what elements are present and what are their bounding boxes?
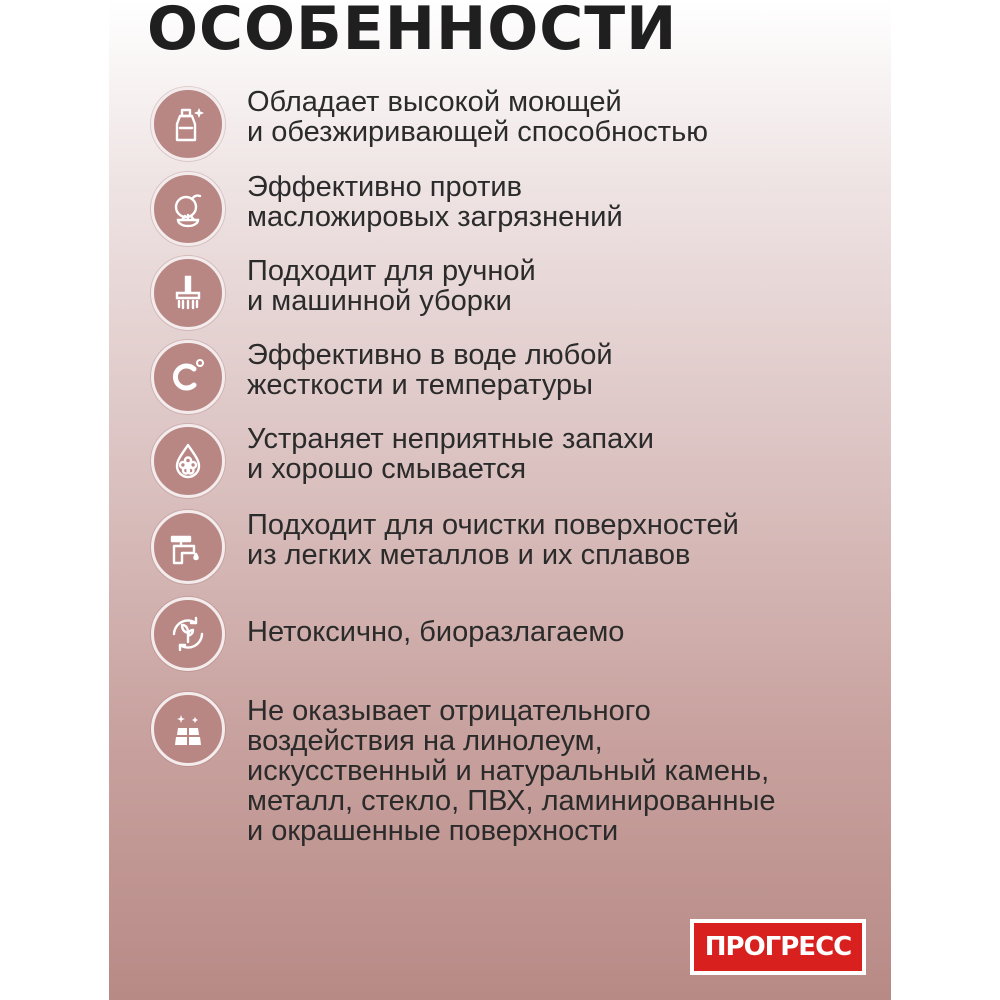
feature-text: Эффективно против масложировых загрязнений (247, 171, 623, 233)
brand-logo (690, 919, 866, 975)
features-panel (109, 0, 891, 1000)
page-title: ОСОБЕННОСТИ (147, 0, 678, 64)
feature-text: Эффективно в воде любой жесткости и температуры (247, 339, 613, 401)
fragrance-drop-icon (151, 424, 225, 498)
feature-text: Не оказывает отрицательного воздействия на линолеум, искусственный и натуральный камень, металл, стекло, ПВХ, ламинированные и окрашенные поверхности (247, 695, 776, 847)
feature-text: Подходит для ручной и машинной уборки (247, 255, 536, 317)
feature-text: Подходит для очистки поверхностей из легких металлов и их сплавов (247, 509, 739, 571)
brand-logo-text: ПРОГРЕСС (694, 923, 862, 971)
floor-tiles-icon (151, 692, 225, 766)
faucet-icon (151, 510, 225, 584)
celsius-icon (151, 340, 225, 414)
feature-text: Устраняет неприятные запахи и хорошо смывается (247, 423, 654, 485)
citrus-icon (151, 172, 225, 246)
feature-text: Обладает высокой моющей и обезжиривающей способностью (247, 86, 708, 148)
feature-text: Нетоксично, биоразлагаемо (247, 616, 625, 648)
detergent-bottle-icon (151, 87, 225, 161)
eco-recycle-icon (151, 597, 225, 671)
scrubber-brush-icon (151, 256, 225, 330)
